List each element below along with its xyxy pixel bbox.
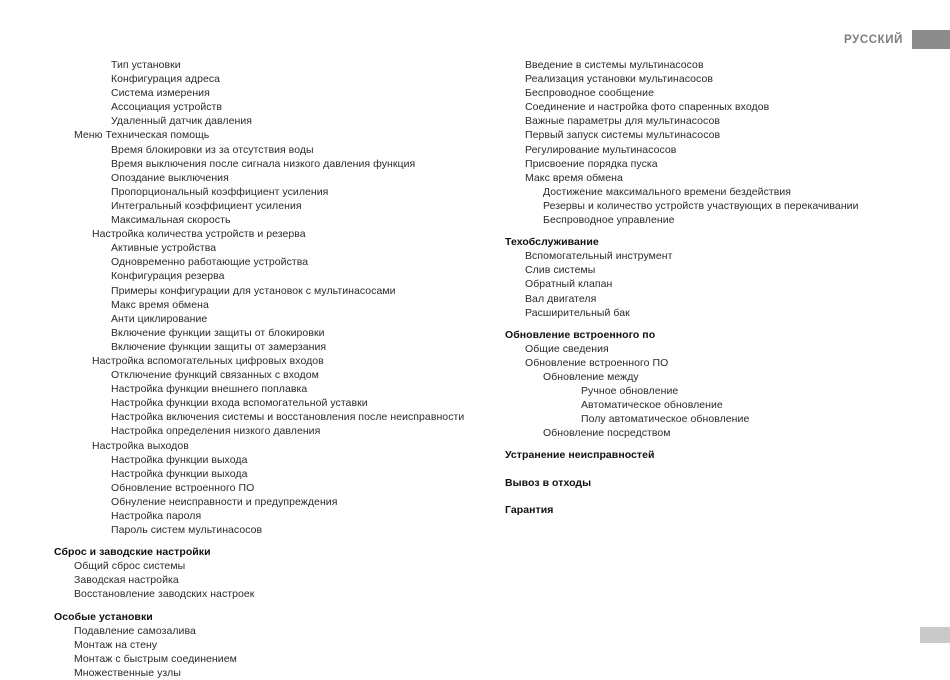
toc-entry[interactable]: Обнуление неисправности и предупреждения	[111, 495, 338, 508]
toc-entry[interactable]: Подавление самозалива	[74, 624, 196, 637]
toc-entry[interactable]: Меню Техническая помощь	[74, 129, 210, 142]
toc-entry[interactable]: Настройка пароля	[111, 510, 202, 522]
toc-entry[interactable]: Пароль систем мультинасосов	[111, 524, 263, 537]
toc-entry[interactable]: Восстановление заводских настроек	[74, 588, 255, 601]
toc-entry[interactable]: Активные устройства	[111, 242, 217, 255]
toc-entry[interactable]: Анти циклирование	[111, 312, 208, 325]
toc-section-heading[interactable]: Вывоз в отходы	[505, 476, 592, 489]
toc-entry[interactable]: Опоздание выключения	[111, 171, 229, 184]
language-color-block	[912, 30, 950, 49]
toc-entry[interactable]: Настройка функции выхода	[111, 467, 248, 480]
toc-entry[interactable]: Настройка функции внешнего поплавка	[111, 383, 308, 396]
toc-section-heading[interactable]: Техобслуживание	[505, 236, 599, 249]
toc-entry[interactable]: Настройка вспомогательных цифровых входов	[92, 354, 324, 367]
toc-entry[interactable]: Беспроводное сообщение	[525, 87, 654, 100]
language-label: РУССКИЙ	[843, 33, 903, 46]
toc-entry[interactable]: Пропорциональный коэффициент усиления	[111, 185, 329, 198]
toc-entry[interactable]: Обновление встроенного ПО	[525, 356, 669, 369]
toc-entry[interactable]: Слив системы	[525, 264, 596, 277]
toc-entry[interactable]: Настройка функции выхода	[111, 453, 248, 466]
toc-entry[interactable]: Полу автоматическое обновление	[581, 413, 750, 426]
toc-entry[interactable]: Настройка выходов	[92, 439, 189, 452]
toc-entry[interactable]: Ручное обновление	[581, 385, 679, 398]
toc-section-heading[interactable]: Устранение неисправностей	[505, 449, 655, 462]
toc-entry[interactable]: Соединение и настройка фото спаренных входов	[525, 101, 770, 114]
toc-entry[interactable]: Монтаж на стену	[74, 638, 158, 651]
toc-entry[interactable]: Достижение максимального времени бездействия	[543, 185, 792, 198]
toc-section-heading[interactable]: Сброс и заводские настройки	[54, 546, 211, 559]
toc-entry[interactable]: Общий сброс системы	[74, 560, 186, 573]
toc-entry[interactable]: Примеры конфигурации для установок с мультинасосами	[111, 284, 396, 297]
toc-entry[interactable]: Тип установки	[111, 59, 181, 71]
toc-entry[interactable]: Ассоциация устройств	[111, 101, 223, 114]
toc-entry[interactable]: Макс время обмена	[111, 298, 209, 311]
toc-entry[interactable]: Вал двигателя	[525, 292, 597, 305]
toc-entry[interactable]: Включение функции защиты от замерзания	[111, 340, 327, 353]
toc-entry[interactable]: Первый запуск системы мультинасосов	[525, 129, 721, 142]
toc-entry[interactable]: Реализация установки мультинасосов	[525, 73, 713, 86]
toc-right-column	[505, 58, 925, 517]
toc-entry[interactable]: Регулирование мультинасосов	[525, 143, 677, 156]
toc-entry[interactable]: Настройка количества устройств и резерва	[92, 228, 306, 241]
toc-entry[interactable]: Общие сведения	[525, 342, 609, 355]
toc-entry[interactable]: Резервы и количество устройств участвующих в перекачивании	[543, 199, 859, 212]
toc-section-heading[interactable]: Особые установки	[54, 610, 153, 623]
toc-entry[interactable]: Максимальная скорость	[111, 214, 231, 227]
page-number-marker	[920, 627, 950, 643]
toc-entry[interactable]: Присвоение порядка пуска	[525, 157, 658, 170]
toc-entry[interactable]: Конфигурация адреса	[111, 73, 221, 86]
toc-entry[interactable]: Конфигурация резерва	[111, 270, 225, 283]
toc-entry[interactable]: Время выключения после сигнала низкого давления функция	[111, 157, 416, 170]
toc-entry[interactable]: Время блокировки из за отсутствия воды	[111, 143, 314, 156]
toc-entry[interactable]: Расширительный бак	[525, 306, 630, 319]
toc-entry[interactable]: Обновление посредством	[543, 427, 671, 440]
toc-entry[interactable]: Обратный клапан	[525, 278, 613, 291]
toc-entry[interactable]: Автоматическое обновление	[581, 399, 723, 412]
toc-entry[interactable]: Макс время обмена	[525, 171, 623, 184]
toc-entry[interactable]: Важные параметры для мультинасосов	[525, 115, 720, 128]
toc-entry[interactable]: Монтаж с быстрым соединением	[74, 652, 237, 665]
toc-entry[interactable]: Обновление встроенного ПО	[111, 481, 255, 494]
toc-entry[interactable]: Настройка определения низкого давления	[111, 425, 321, 438]
toc-entry[interactable]: Множественные узлы	[74, 666, 181, 679]
toc-entry[interactable]: Вспомогательный инструмент	[525, 250, 673, 263]
toc-entry[interactable]: Одновременно работающие устройства	[111, 256, 309, 269]
toc-entry[interactable]: Отключение функций связанных с входом	[111, 369, 319, 382]
toc-entry[interactable]: Введение в системы мультинасосов	[525, 59, 704, 71]
toc-entry[interactable]: Заводская настройка	[74, 574, 179, 587]
toc-section-heading[interactable]: Гарантия	[505, 503, 554, 516]
toc-entry[interactable]: Включение функции защиты от блокировки	[111, 326, 325, 339]
toc-entry[interactable]: Беспроводное управление	[543, 214, 675, 227]
toc-entry[interactable]: Настройка функции входа вспомогательной уставки	[111, 397, 368, 410]
toc-entry[interactable]: Удаленный датчик давления	[111, 115, 252, 128]
toc-entry[interactable]: Интегральный коэффициент усиления	[111, 199, 302, 212]
toc-section-heading[interactable]: Обновление встроенного по	[505, 328, 656, 341]
toc-entry[interactable]: Обновление между	[543, 370, 639, 383]
toc-entry[interactable]: Система измерения	[111, 87, 210, 100]
toc-entry[interactable]: Настройка включения системы и восстановления после неисправности	[111, 411, 465, 424]
language-tag	[844, 30, 950, 49]
toc-left-column	[54, 58, 484, 680]
